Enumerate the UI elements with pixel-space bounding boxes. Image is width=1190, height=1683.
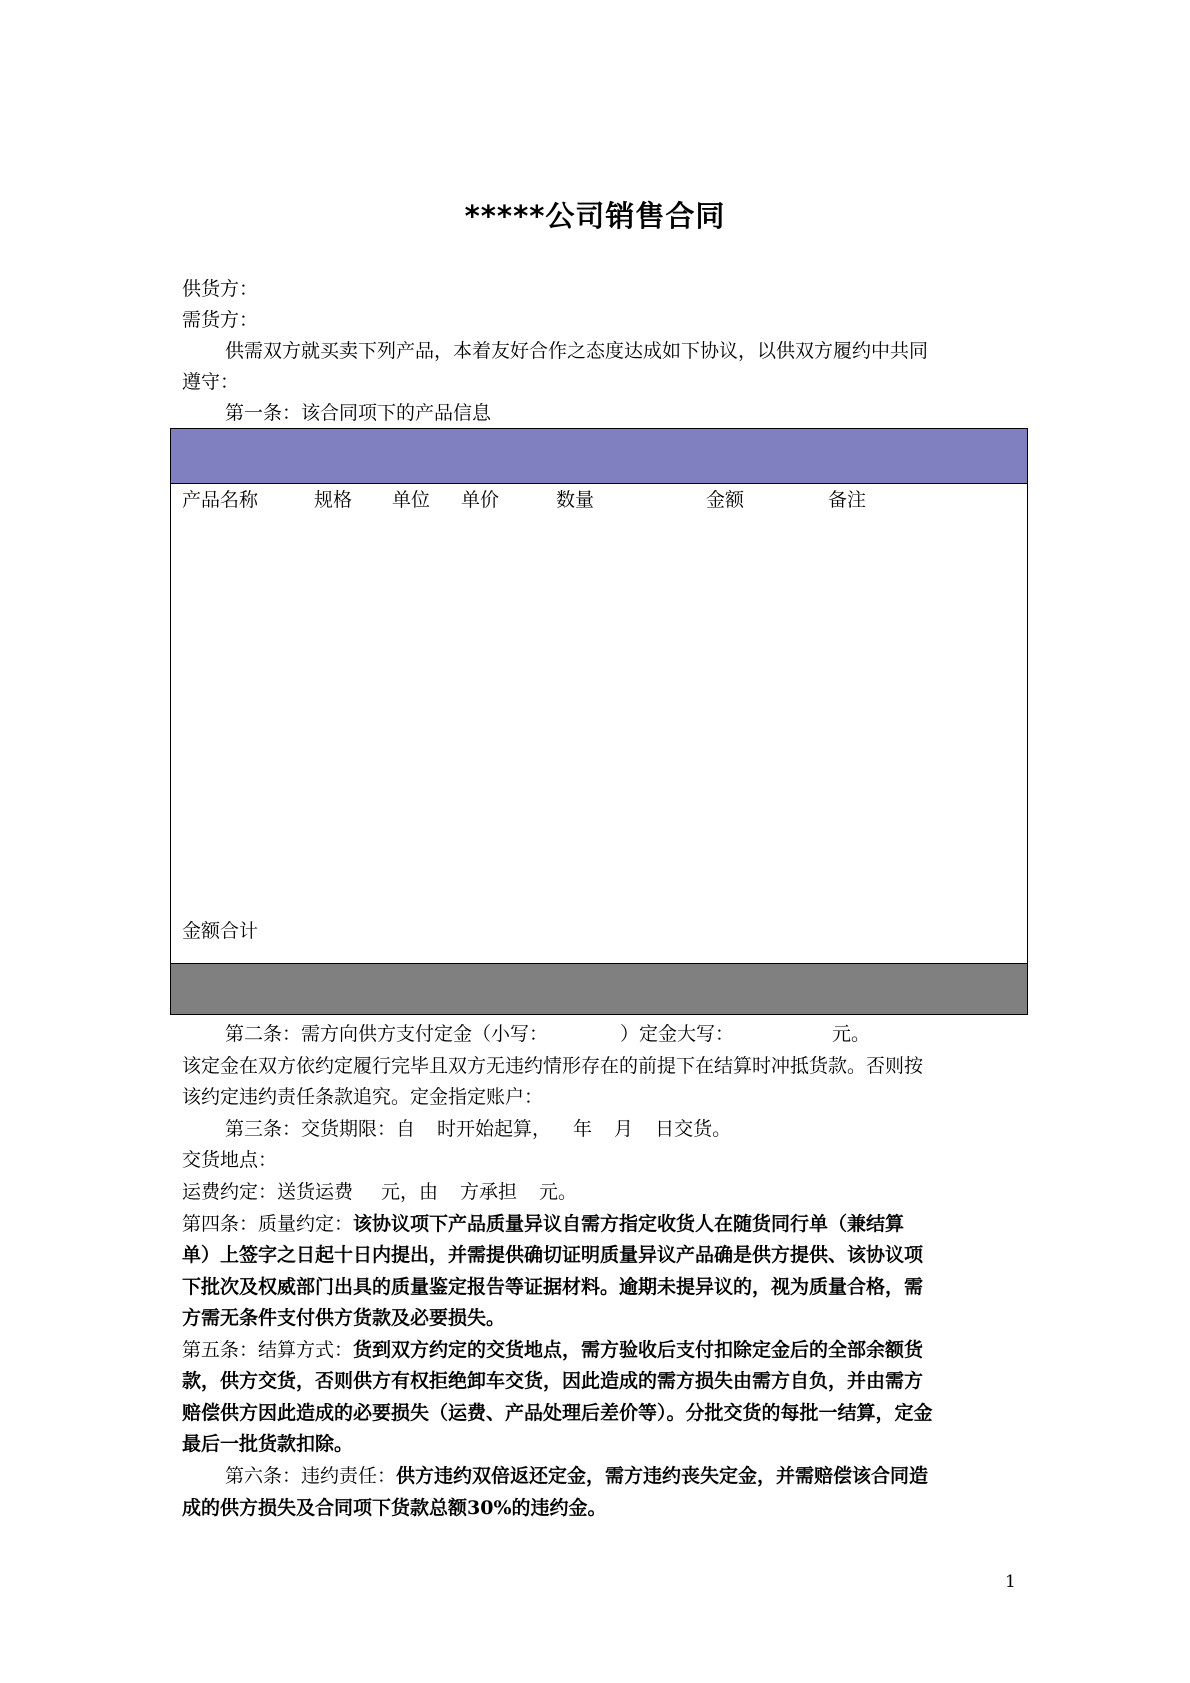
article-3-line-1 [225, 1114, 731, 1144]
article-4-line-2: 单）上签字之日起十日内提出，并需提供确切证明质量异议产品确是供方提供、该协议项 [182, 1244, 924, 1266]
intro-line-2: 遵守： [182, 371, 240, 393]
article-1-heading: 第一条：该合同项下的产品信息 [225, 402, 492, 424]
article-4-label: 第四条：质量约定： [182, 1213, 354, 1235]
article-4-line-4: 方需无条件支付供方货款及必要损失。 [182, 1307, 506, 1329]
page-number: 1 [1005, 1572, 1016, 1592]
document-title: *****公司销售合同 [464, 199, 726, 233]
article-3-part-3: 年 [573, 1118, 593, 1140]
article-5-line-2: 款，供方交货，否则供方有权拒绝卸车交货，因此造成的需方损失由需方自负，并由需方 [182, 1370, 924, 1392]
article-3-part-4: 月 [614, 1118, 634, 1140]
article-2-part-3: 元。 [832, 1023, 871, 1045]
column-unit: 单位 [392, 489, 431, 511]
freight-part-4: 元。 [539, 1181, 578, 1203]
article-2-part-2: ）定金大写： [620, 1023, 735, 1045]
column-spec: 规格 [314, 489, 353, 511]
column-product-name: 产品名称 [182, 489, 259, 511]
article-2-part-1: 第二条：需方向供方支付定金（小写： [225, 1023, 549, 1045]
article-3-part-1: 第三条：交货期限：自 [225, 1118, 416, 1140]
supplier-label: 供货方： [182, 278, 259, 300]
freight-part-1: 运费约定：送货运费 [182, 1181, 354, 1203]
article-4-line-1 [182, 1209, 904, 1239]
article-5-text-1: 货到双方约定的交货地点，需方验收后支付扣除定金后的全部余额货 [353, 1339, 924, 1361]
article-2-line-3: 该约定违约责任条款追究。定金指定账户： [182, 1086, 544, 1108]
column-amount: 金额 [706, 489, 745, 511]
table-header-band [171, 429, 1027, 484]
freight-part-3: 方承担 [460, 1181, 518, 1203]
article-4-text-1: 该协议项下产品质量异议自需方指定收货人在随货同行单（兼结算 [353, 1213, 905, 1235]
article-6-line-1 [225, 1461, 928, 1491]
total-amount-label: 金额合计 [182, 920, 259, 942]
table-footer-band [171, 963, 1027, 1014]
freight-part-2: 元，由 [381, 1181, 439, 1203]
article-6-label: 第六条：违约责任： [225, 1465, 397, 1487]
column-remarks: 备注 [828, 489, 867, 511]
article-3-part-2: 时开始起算， [437, 1118, 552, 1140]
intro-line-1: 供需双方就买卖下列产品，本着友好合作之态度达成如下协议，以供双方履约中共同 [225, 340, 929, 362]
column-quantity: 数量 [556, 489, 595, 511]
article-5-line-3: 赔偿供方因此造成的必要损失（运费、产品处理后差价等）。分批交货的每批一结算，定金 [182, 1402, 933, 1424]
article-5-line-1 [182, 1335, 923, 1365]
article-6-line-2: 成的供方损失及合同项下货款总额30%的违约金。 [182, 1497, 607, 1519]
article-3-part-5: 日交货。 [655, 1118, 732, 1140]
freight-line [182, 1177, 577, 1207]
article-6-text-1: 供方违约双倍返还定金，需方违约丧失定金，并需赔偿该合同造 [396, 1465, 929, 1487]
delivery-location-label: 交货地点： [182, 1149, 278, 1171]
buyer-label: 需货方： [182, 309, 259, 331]
article-5-label: 第五条：结算方式： [182, 1339, 354, 1361]
column-unit-price: 单价 [461, 489, 500, 511]
article-2-line-2: 该定金在双方依约定履行完毕且双方无违约情形存在的前提下在结算时冲抵货款。否则按 [182, 1055, 924, 1077]
article-4-line-3: 下批次及权威部门出具的质量鉴定报告等证据材料。逾期未提异议的，视为质量合格，需 [182, 1276, 924, 1298]
article-2-line-1 [225, 1019, 870, 1049]
article-5-line-4: 最后一批货款扣除。 [182, 1433, 354, 1455]
product-table [170, 428, 1028, 1015]
